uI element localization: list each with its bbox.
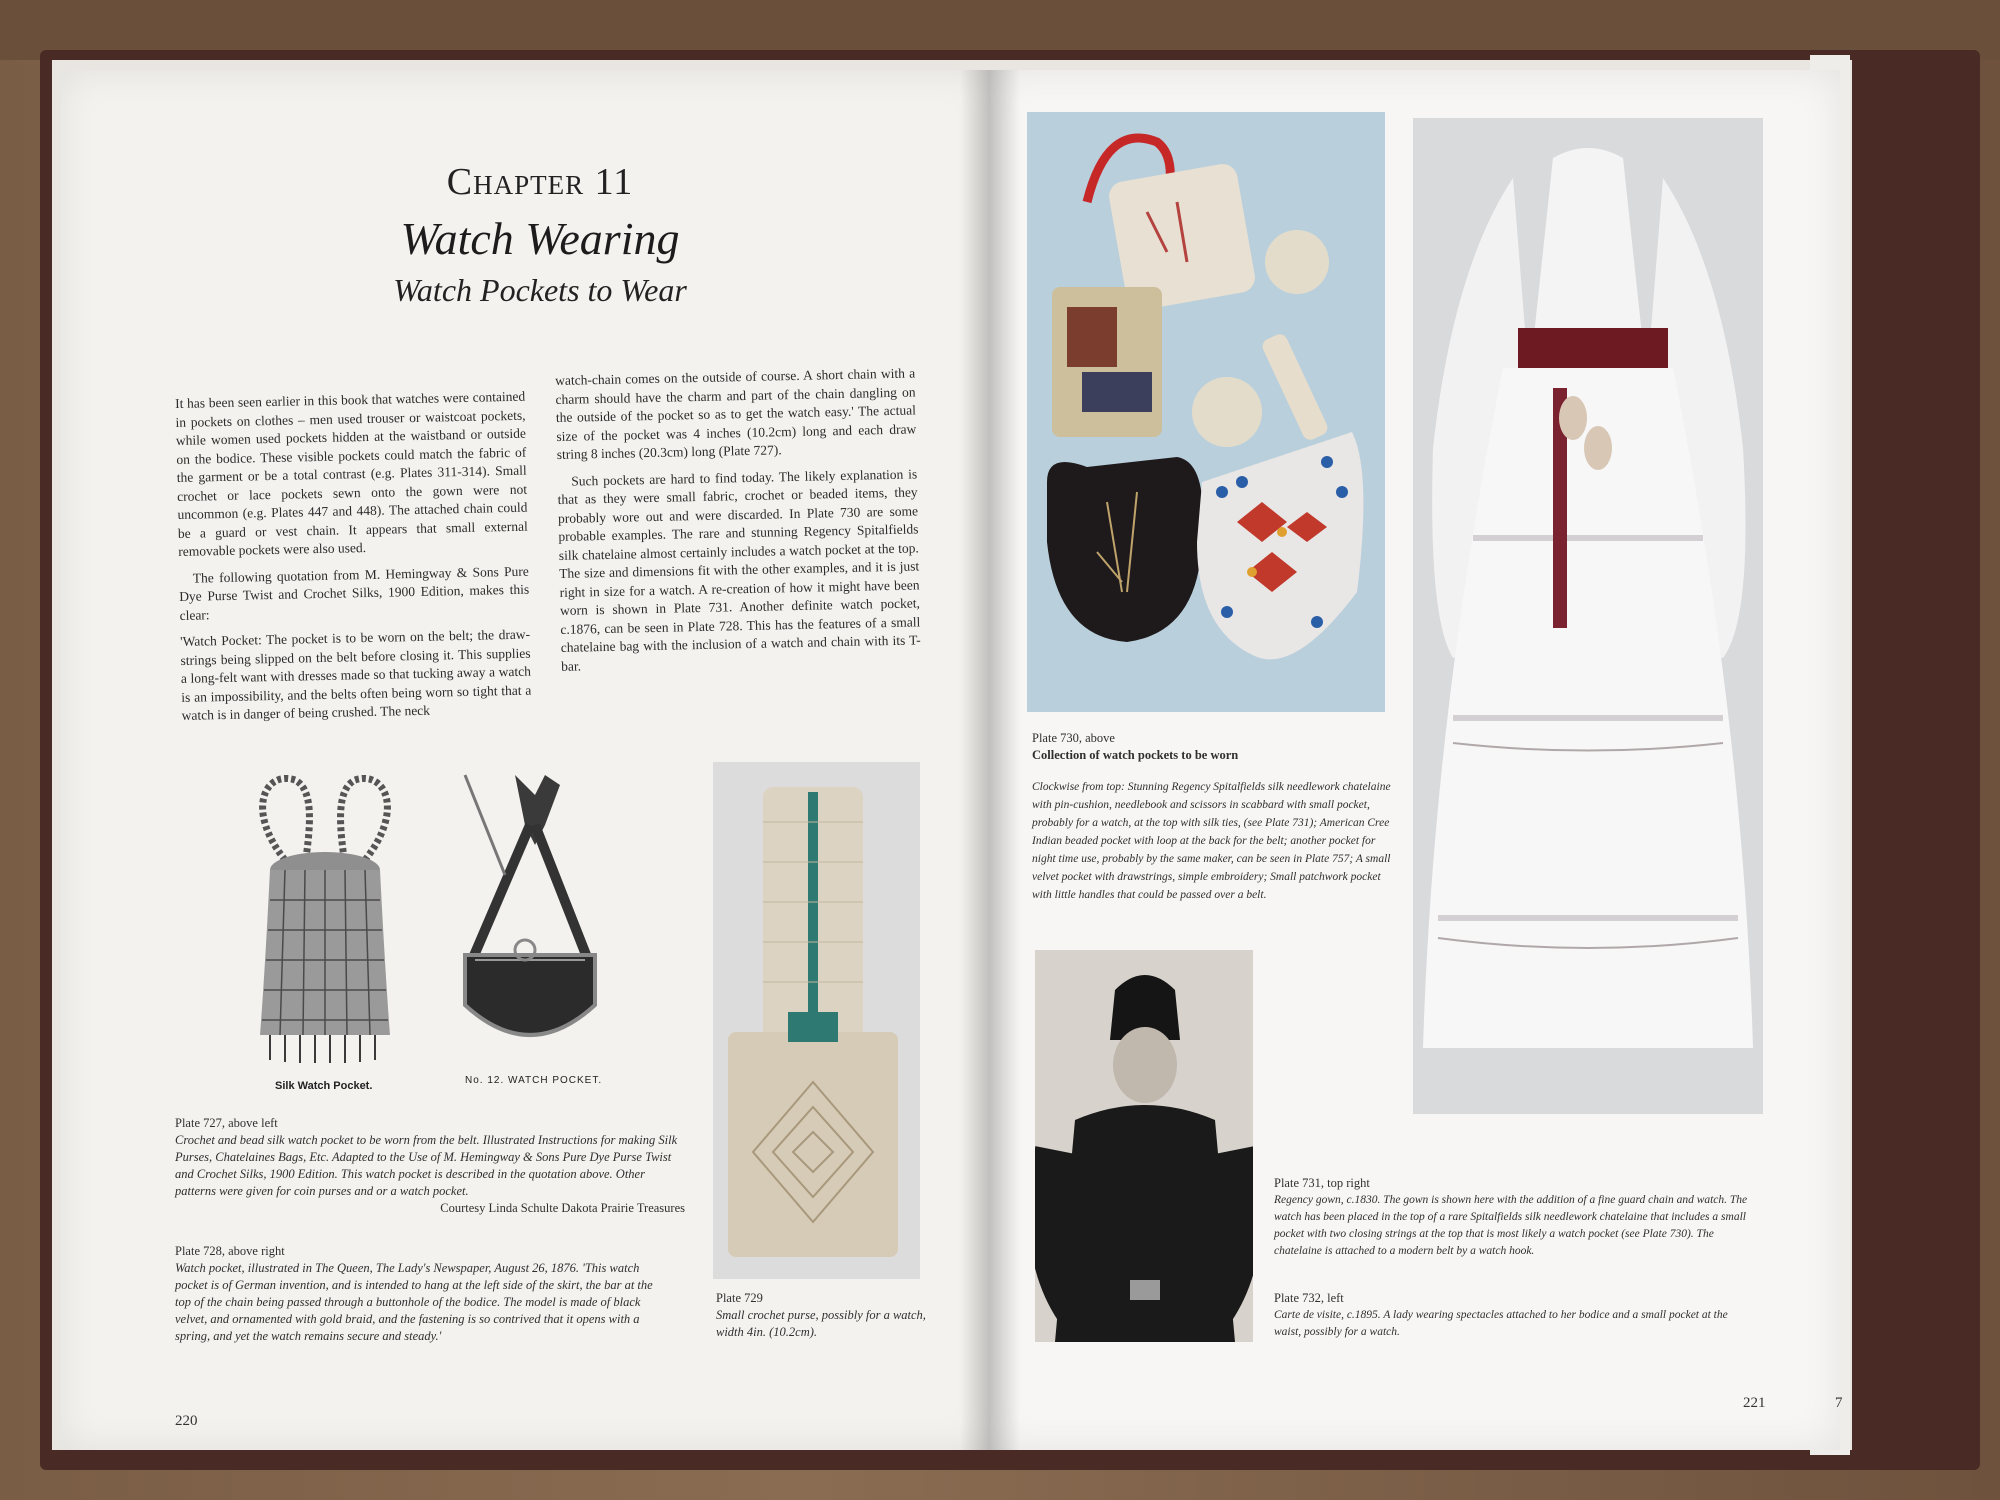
caption-title: Plate 728, above right [175,1244,285,1258]
body-column-2 [555,364,921,683]
caption-subtitle: Collection of watch pockets to be worn [1032,748,1239,762]
watch-pockets-collection-image [1027,112,1385,712]
plate-728-caption [175,1243,670,1345]
illustration-label: Silk Watch Pocket. [275,1080,373,1092]
page-number: 220 [175,1413,198,1429]
chapter-label: Chapter 11 [446,161,634,203]
caption-description: Watch pocket, illustrated in The Queen, The Lady's Newspaper, August 26, 1876. 'This watch pocket is of German invention, and is intended to hang at the left side of the skirt, the bar at the top of the chain being passed through a buttonhole of the bodice. The model is made of black velvet, and ornamented with gold braid, and the fastening is so contrived that it opens with a spring, and yet the watch remains secure and steady.' [175,1261,653,1343]
plate-729-caption [716,1290,936,1341]
chapter-title: Watch Wearing [400,213,680,264]
paragraph: It has been seen earlier in this book that watches were contained in pockets on clothes – men used trouser or waistcoat pockets, while women used pockets hidden at the waistband or outside on the bodice. These visible pockets could match the fabric of the garment or be a total contrast (e.g. Plates 311-314). Small crochet or lace pockets sewn onto the gown were not uncommon (e.g. Plates 447 and 448). The attached chain could be a guard or vest chain. It appears that small external removable pockets were also used. [175,388,528,559]
plate-727-caption [175,1115,685,1217]
silk-watch-pocket-drawing [225,770,425,1070]
book-gutter [960,70,1020,1450]
caption-credit: Courtesy Linda Schulte Dakota Prairie Treasures [440,1201,685,1215]
crochet-purse-image [713,762,920,1279]
illustration-label: No. 12. WATCH POCKET. [465,1075,603,1086]
plate-729-photo [713,762,920,1279]
watch-pocket-drawing [445,765,615,1065]
caption-title: Plate 732, left [1274,1291,1344,1305]
plate-732-caption [1274,1290,1754,1341]
plate-731-caption [1274,1175,1754,1260]
silk-watch-pocket-illustration [225,770,425,1100]
plate-731-photo [1413,118,1763,1114]
paragraph: 'Watch Pocket: The pocket is to be worn on the belt; the draw-strings being slipped on the belt before closing it. This supplies a long-felt want with dresses made so that tucking away a watch is an impossibility, and the belts often being worn so tight that a watch is in danger of being crushed. The neck [180,626,532,723]
caption-description: Regency gown, c.1830. The gown is shown here with the addition of a fine guard chain and watch. The watch has been placed in the top of a rare Spitalfields silk needlework chatelaine that includes a small pocket with two closing strings at the top that is most likely a watch pocket (see Plate 730). The chatelaine is attached to a modern belt by a watch hook. [1274,1194,1748,1257]
paragraph: Such pockets are hard to find today. The likely explanation is that as they were small fabric, crochet or beaded items, they probably wore out and were discarded. In Plate 730 are some probable examples. The rare and stunning Regency Spitalfields silk chatelaine almost certainly includes a watch pocket at the top. The size and dimensions fit with the other examples, and it is just right in size for a watch. A re-creation of how it might have been worn is shown in Plate 731. Another definite watch pocket, c.1876, can be seen in Plate 728. This has the features of a small chatelaine bag with the inclusion of a watch and chain with its T-bar. [557,465,921,674]
caption-title: Plate 731, top right [1274,1176,1370,1190]
page-number: 221 [1743,1395,1766,1411]
carte-de-visite-image [1035,950,1253,1342]
plate-732-photo [1035,950,1253,1342]
caption-title: Plate 730, above [1032,731,1115,745]
paragraph: The following quotation from M. Hemingway & Sons Pure Dye Purse Twist and Crochet Silks, 1900 Edition, makes this clear: [179,563,530,623]
caption-title: Plate 729 [716,1291,763,1305]
caption-description: Small crochet purse, possibly for a watch, width 4in. (10.2cm). [716,1308,926,1339]
chapter-subtitle: Watch Pockets to Wear [393,272,687,308]
caption-description: Carte de visite, c.1895. A lady wearing spectacles attached to her bodice and a small pocket at the waist, possibly for a watch. [1274,1309,1728,1338]
watch-pocket-no12-illustration [445,765,615,1100]
next-page-edge-number: 7 [1835,1395,1843,1411]
caption-description: Clockwise from top: Stunning Regency Spitalfields silk needlework chatelaine with pin-cushion, needlebook and scissors in scabbard with small pocket, probably for a watch, at the top with silk ties, (see Plate 731); American Cree Indian beaded pocket with loop at the back for the belt; another pocket for night time use, probably by the same maker, can be seen in Plate 757; A small velvet pocket with drawstrings, simple embroidery; Small patchwork pocket with little handles that could be passed over a belt. [1032,781,1391,901]
plate-730-photo [1027,112,1385,712]
caption-description: Crochet and bead silk watch pocket to be worn from the belt. Illustrated Instructions for making Silk Purses, Chatelaines Bags, Etc. Adapted to the Use of M. Hemingway & Sons Pure Dye Purse Twist and Crochet Silks, 1900 Edition. This watch pocket is described in the quotation above. Other patterns were given for coin purses and or a watch pocket. [175,1133,678,1198]
regency-gown-image [1413,118,1763,1114]
caption-title: Plate 727, above left [175,1116,278,1130]
plate-730-caption [1032,730,1392,904]
paragraph: watch-chain comes on the outside of course. A short chain with a charm should have the charm and part of the chain dangling on the outside of the pocket so as to get the watch easy.' The actual size of the pocket was 4 inches (10.2cm) long and each draw string 8 inches (20.3cm) long (Plate 727). [555,365,917,462]
body-column-1 [175,388,532,734]
